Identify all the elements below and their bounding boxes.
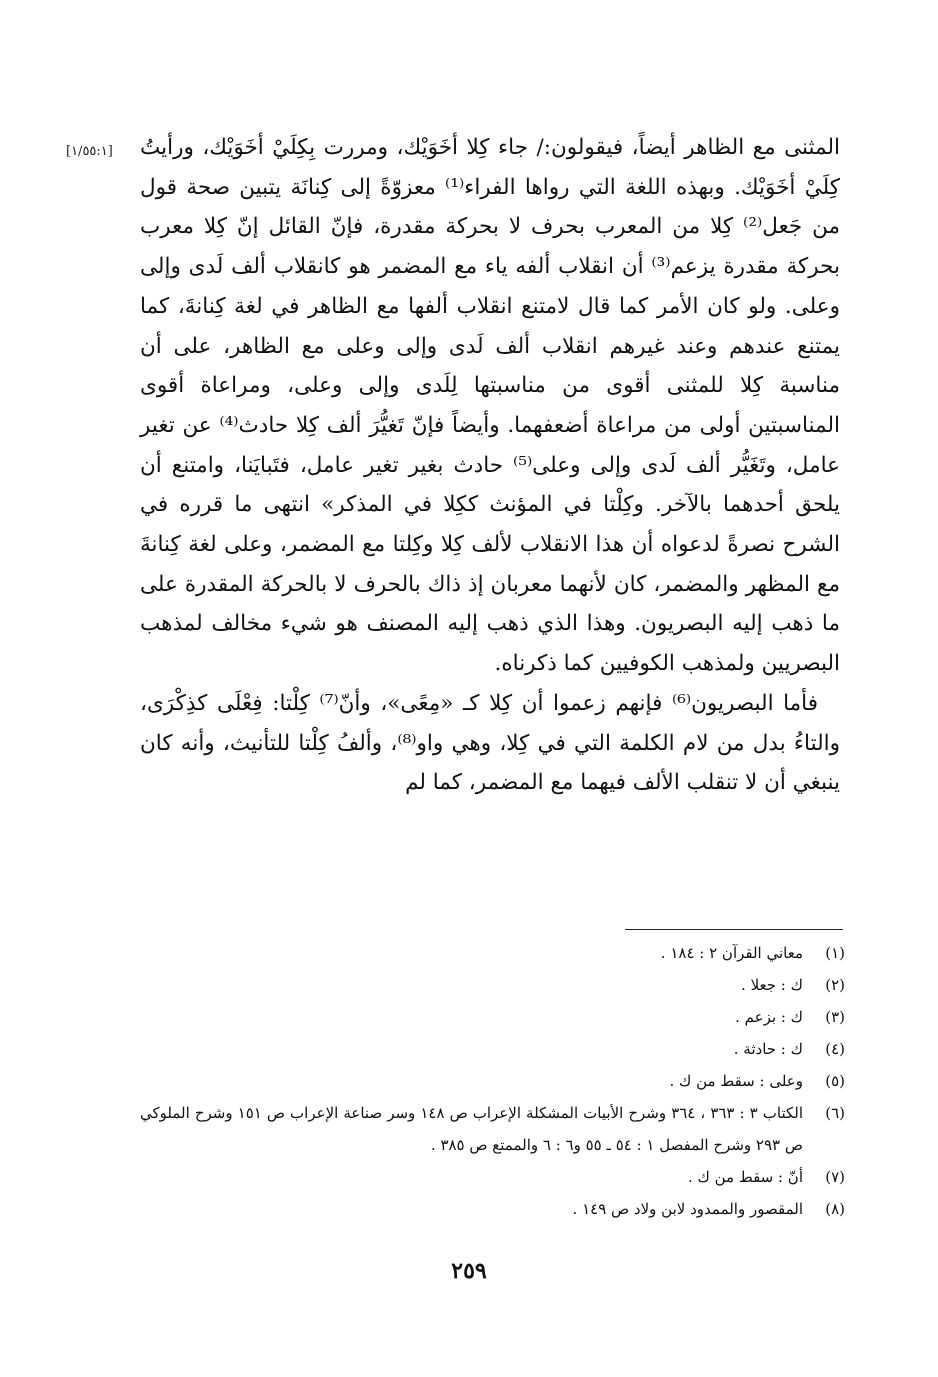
footnote-text: وعلى : سقط من ك . [669,1072,803,1090]
footnote-number: (٤) [825,1040,845,1058]
footnote-number: (٦) [825,1104,845,1122]
footnote-number: (٣) [825,1008,845,1026]
footnote-item [140,1001,845,1033]
footnote-number: (٥) [825,1072,845,1090]
footnote-number: (٢) [825,976,845,994]
footnote-text: الكتاب ٣ : ٣٦٣ ، ٣٦٤ وشرح الأبيات المشكلة الإعراب ص ١٤٨ وسر صناعة الإعراب ص ١٥١ وشرح الملوكي ص ٢٩٣ وشرح المفصل ١ : ٥٤ ـ ٥٥ و٦ : ٦ والممتع ص ٣٨٥ . [140,1104,803,1154]
main-text [140,128,840,803]
footnote-text: المقصور والممدود لابن ولاد ص ١٤٩ . [572,1200,803,1218]
footnote-text: ك : حادثة . [733,1040,803,1058]
footnote-text: معاني القرآن ٢ : ١٨٤ . [660,944,803,962]
footnote-item [140,1193,845,1225]
footnote-item [140,937,845,969]
paragraph-2: فأما البصريون⁽⁶⁾ فإنهم زعموا أن كِلا كـ «مِعًى»، وأنّ⁽⁷⁾ كِلْتا: فِعْلَى كذِكْرَى، والتاءُ بدل من لام الكلمة التي في كِلا، وهي واو⁽⁸⁾، وألفُ كِلْتا للتأنيث، وأنه كان ينبغي أن لا تنقلب الألف فيهما مع المضمر، كما لم [140,690,840,796]
page-number: ٢٥٩ [451,1258,487,1284]
footnote-number: (٨) [825,1200,845,1218]
footnote-item [140,1161,845,1193]
paragraph-1: المثنى مع الظاهر أيضاً، فيقولون:/ جاء كِلا أخَوَيْك، ومررت بِكِلَيْ أخَوَيْك، ورأيتُ كِلَيْ أخَوَيْك. وبهذه اللغة التي رواها الفراء⁽¹⁾ معزوّةً إلى كِنانَة يتبين صحة قول من جَعل⁽²⁾ كِلا من المعرب بحرف لا بحركة مقدرة، فإنّ القائل إنّ كِلا معرب بحركة مقدرة يزعم⁽³⁾ أن انقلاب ألفه ياء مع المضمر هو كانقلاب ألف لَدى وإلى وعلى. ولو كان الأمر كما قال لامتنع انقلاب ألفها مع الظاهر في لغة كِنانةَ، كما يمتنع عندهم وعند غيرهم انقلاب ألف لَدى وإلى وعلى مع الظاهر، على أن مناسبة كِلا للمثنى أقوى من مناسبتها لِلَدى وإلى وعلى، ومراعاة أقوى المناسبتين أولى من مراعاة أضعفهما. وأيضاً فإنّ تَغيُّرَ ألف كِلا حادث⁽⁴⁾ عن تغير عامل، وتَغَيُّر ألف لَدى وإلى وعلى⁽⁵⁾ حادث بغير تغير عامل، فتَبايَنا، وامتنع أن يلحق أحدهما بالآخر. وكِلْتا في المؤنث ككِلا في المذكر» انتهى ما قرره في الشرح نصرةً لدعواه أن هذا الانقلاب لألف كِلا وكِلتا مع المضمر، وعلى لغة كِنانةَ مع المظهر والمضمر، كان لأنهما معربان إذ ذاك بالحرف لا بالحركة المقدرة على ما ذهب إليه البصريون. وهذا الذي ذهب إليه المصنف هو شيء مخالف لمذهب البصريين ولمذهب الكوفيين كما ذكرناه. [140,135,840,677]
footnote-text: أنّ : سقط من ك . [687,1168,803,1186]
footnote-text: ك : بزعم . [735,1008,803,1026]
footnote-separator [625,929,843,930]
footnote-item [140,1033,845,1065]
footnotes-list [140,937,845,1225]
footnote-item [140,1065,845,1097]
footnote-text: ك : جعلا . [741,976,803,994]
footnote-number: (٧) [825,1168,845,1186]
margin-reference: [١/٥٥:١] [66,144,113,159]
footnote-item [140,1097,845,1161]
footnote-number: (١) [825,944,845,962]
footnote-item [140,969,845,1001]
